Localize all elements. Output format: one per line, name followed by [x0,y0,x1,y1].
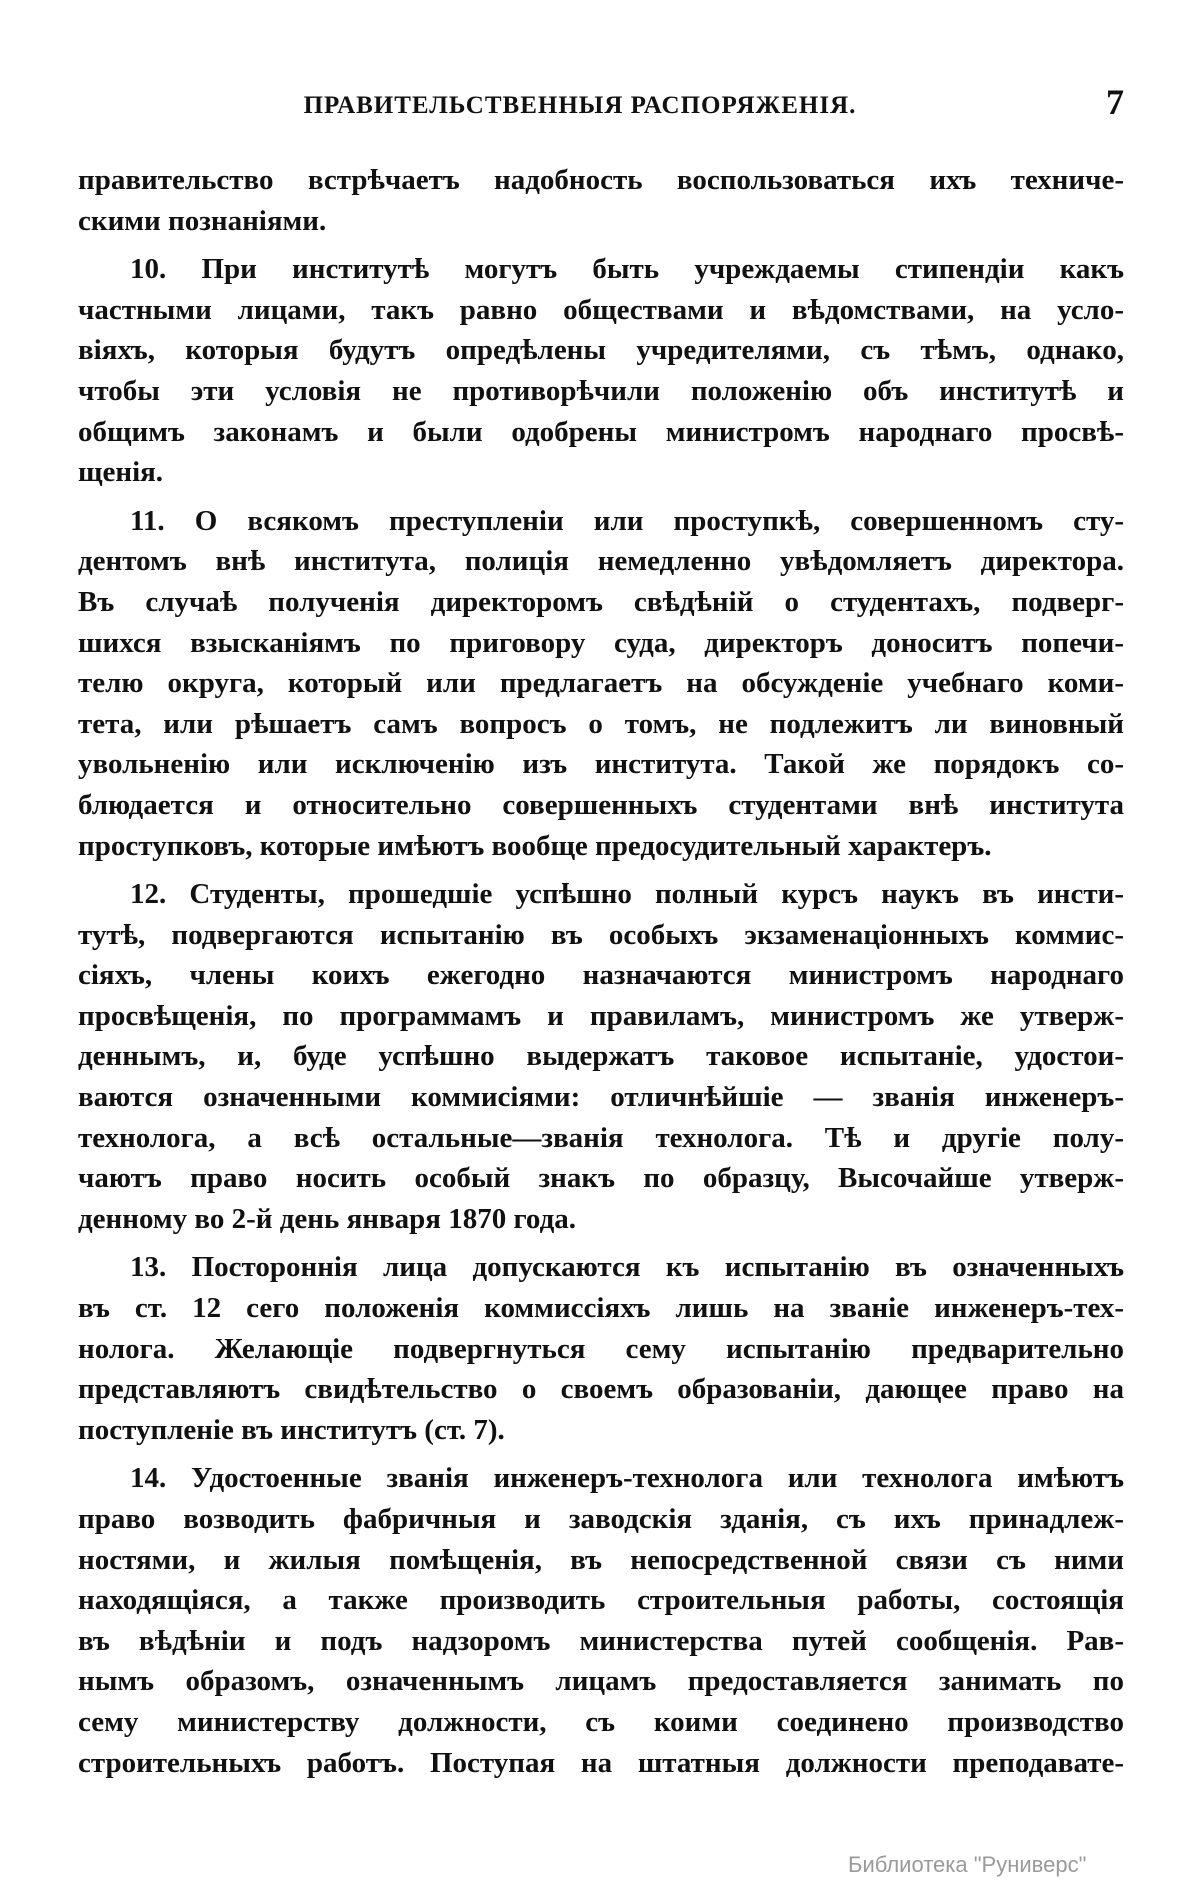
text-line: частными лицами, такъ равно обществами и вѣдомствами, на усло- [78,293,1124,326]
text-line: 11. О всякомъ преступленіи или проступкѣ, совершенномъ сту- [130,504,1124,537]
library-watermark: Библиотека "Руниверс" [848,1852,1087,1877]
running-head: ПРАВИТЕЛЬСТВЕННЫЯ РАСПОРЯЖЕНІЯ. [303,92,857,119]
text-line: увольненію или исключенію изъ института. Такой же порядокъ со- [78,748,1124,781]
text-line: телю округа, который или предлагаетъ на обсужденіе учебнаго коми- [78,667,1124,700]
text-line: въ ст. 12 сего положенія коммиссіяхъ лишь на званіе инженеръ-тех- [78,1292,1124,1325]
text-line: дентомъ внѣ института, полиція немедленно увѣдомляетъ директора. [78,545,1124,578]
text-line: деннымъ, и, буде успѣшно выдержатъ таковое испытаніе, удостои- [78,1040,1124,1073]
text-line: щенія. [78,456,164,489]
text-line: въ вѣдѣніи и подъ надзоромъ министерства путей сообщенія. Рав- [78,1624,1124,1657]
text-line: строительныхъ работъ. Поступая на штатныя должности преподавате- [78,1746,1124,1779]
text-line: денному во 2-й день января 1870 года. [78,1202,576,1235]
document-body [78,160,1124,1783]
text-line: технолога, а всѣ остальные—званія технолога. Тѣ и другіе полу- [78,1121,1124,1154]
text-line: правительство встрѣчаетъ надобность воспользоваться ихъ техниче- [78,164,1124,196]
text-line: сему министерству должности, съ коими соединено производство [78,1705,1124,1738]
text-line: 10. При институтѣ могутъ быть учреждаемы стипендіи какъ [130,253,1124,286]
text-line: представляютъ свидѣтельство о своемъ образованіи, дающее право на [78,1373,1124,1406]
paragraph [78,1247,1124,1450]
text-line: скими познаніями. [78,204,327,237]
text-line: чаютъ право носить особый знакъ по образцу, Высочайше утверж- [78,1162,1124,1195]
text-line: поступленіе въ институтъ (ст. 7). [78,1413,505,1446]
text-line: 14. Удостоенные званія инженеръ-технолога или технолога имѣютъ [130,1462,1124,1495]
text-line: находящіяся, а также производить строительныя работы, состоящія [78,1584,1124,1617]
text-line: 13. Постороннія лица допускаются къ испытанію въ означенныхъ [130,1251,1124,1284]
page-number: 7 [1106,82,1124,122]
text-line: Въ случаѣ полученія директоромъ свѣдѣній о студентахъ, подверг- [78,585,1124,618]
text-line: ваются означенными коммисіями: отличнѣйшіе — званія инженеръ- [78,1081,1124,1114]
paragraph [78,249,1124,493]
paragraph [78,874,1124,1239]
text-line: нолога. Желающіе подвергнуться сему испытанію предварительно [78,1332,1124,1365]
paragraph [78,501,1124,866]
text-line: просвѣщенія, по программамъ и правиламъ, министромъ же утверж- [78,999,1124,1032]
text-line: чтобы эти условія не противорѣчили положенію объ институтѣ и [78,374,1124,407]
text-line: проступковъ, которые имѣютъ вообще предосудительный характеръ. [78,829,992,862]
text-line: сіяхъ, члены коихъ ежегодно назначаются министромъ народнаго [78,959,1124,992]
paragraph [78,160,1124,241]
text-line: тета, или рѣшаетъ самъ вопросъ о томъ, не подлежитъ ли виновный [78,707,1124,740]
text-line: блюдается и относительно совершенныхъ студентами внѣ института [78,788,1124,821]
text-line: віяхъ, которыя будутъ опредѣлены учредителями, съ тѣмъ, однако, [78,334,1124,367]
text-line: ностями, и жилыя помѣщенія, въ непосредственной связи съ ними [78,1543,1124,1576]
text-line: тутѣ, подвергаются испытанію въ особыхъ экзаменаціонныхъ коммис- [78,918,1124,951]
text-line: общимъ законамъ и были одобрены министромъ народнаго просвѣ- [78,415,1124,448]
text-line: шихся взысканіямъ по приговору суда, директоръ доноситъ попечи- [78,626,1124,659]
text-line: нымъ образомъ, означеннымъ лицамъ предоставляется занимать по [78,1665,1124,1698]
paragraph [78,1458,1124,1783]
text-line: право возводить фабричныя и заводскія зданія, съ ихъ принадлеж- [78,1503,1124,1535]
text-line: 12. Студенты, прошедшіе успѣшно полный курсъ наукъ въ инсти- [130,878,1124,911]
